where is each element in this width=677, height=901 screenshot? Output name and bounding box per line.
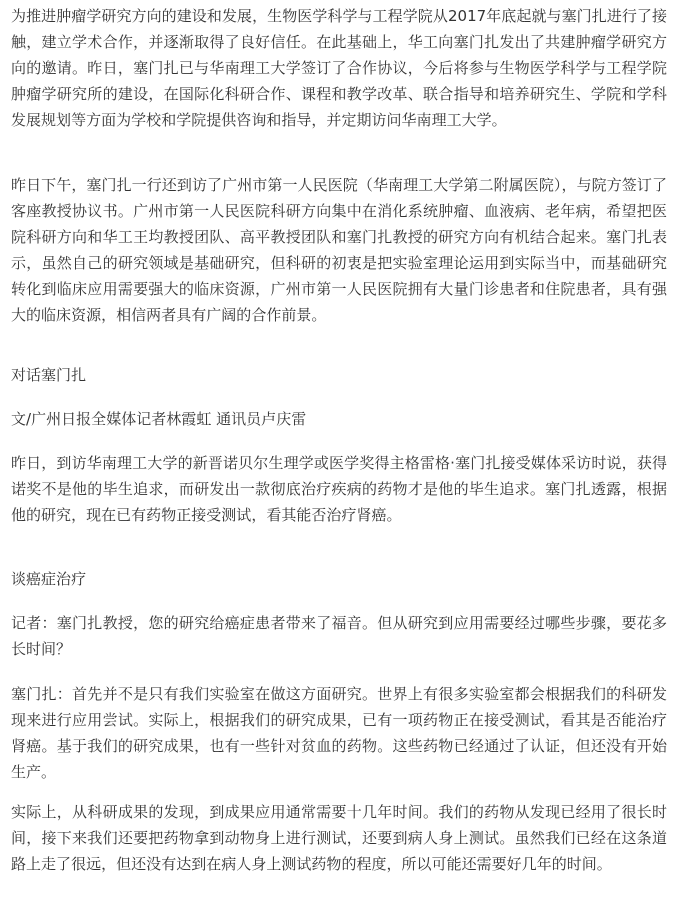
byline: 文/广州日报全媒体记者林霞虹 通讯员卢庆雷 <box>11 410 307 428</box>
paragraph-research-timeline: 实际上，从科研成果的发现，到成果应用通常需要十几年时间。我们的药物从发现已经用了很长时间，接下来我们还要把药物拿到动物身上进行测试，还要到病人身上测试。虽然我们已经在这条道路上走了很远，但还没有达到在病人身上测试药物的程度，所以可能还需要好几年的时间。 <box>11 803 667 873</box>
section-heading-cancer-treatment: 谈癌症治疗 <box>11 570 87 588</box>
paragraph-interview-intro: 昨日，到访华南理工大学的新晋诺贝尔生理学或医学奖得主格雷格·塞门扎接受媒体采访时说，获得诺奖不是他的毕生追求，而研发出一款彻底治疗疾病的药物才是他的毕生追求。塞门扎透露，根据他的研究，现在已有药物正接受测试，看其能否治疗肾癌。 <box>11 454 667 524</box>
paragraph-hospital-visit: 昨日下午，塞门扎一行还到访了广州市第一人民医院（华南理工大学第二附属医院），与院方签订了客座教授协议书。广州市第一人民医院科研方向集中在消化系统肿瘤、血液病、老年病，希望把医院科研方向和华工王均教授团队、高平教授团队和塞门扎教授的研究方向有机结合起来。塞门扎表示，虽然自己的研究领域是基础研究，但科研的初衷是把实验室理论运用到实际当中，而基础研究转化到临床应用需要强大的临床资源，广州市第一人民医院拥有大量门诊患者和住院患者，具有强大的临床资源，相信两者具有广阔的合作前景。 <box>11 176 667 324</box>
paragraph-reporter-question: 记者：塞门扎教授，您的研究给癌症患者带来了福音。但从研究到应用需要经过哪些步骤，要花多长时间？ <box>11 614 667 658</box>
paragraph-semenza-answer: 塞门扎：首先并不是只有我们实验室在做这方面研究。世界上有很多实验室都会根据我们的科研发现来进行应用尝试。实际上，根据我们的研究成果，已有一项药物正在接受测试，看其是否能治疗肾癌。基于我们的研究成果，也有一些针对贫血的药物。这些药物已经通过了认证，但还没有开始生产。 <box>11 685 667 781</box>
paragraph-intro-cooperation: 为推进肿瘤学研究方向的建设和发展，生物医学科学与工程学院从2017年底起就与塞门扎进行了接触，建立学术合作，并逐渐取得了良好信任。在此基础上，华工向塞门扎发出了共建肿瘤学研究方向的邀请。昨日，塞门扎已与华南理工大学签订了合作协议，今后将参与生物医学科学与工程学院肿瘤学研究所的建设，在国际化科研合作、课程和教学改革、联合指导和培养研究生、学院和学科发展规划等方面为学校和学院提供咨询和指导，并定期访问华南理工大学。 <box>11 7 667 129</box>
section-heading-dialogue: 对话塞门扎 <box>11 366 87 384</box>
